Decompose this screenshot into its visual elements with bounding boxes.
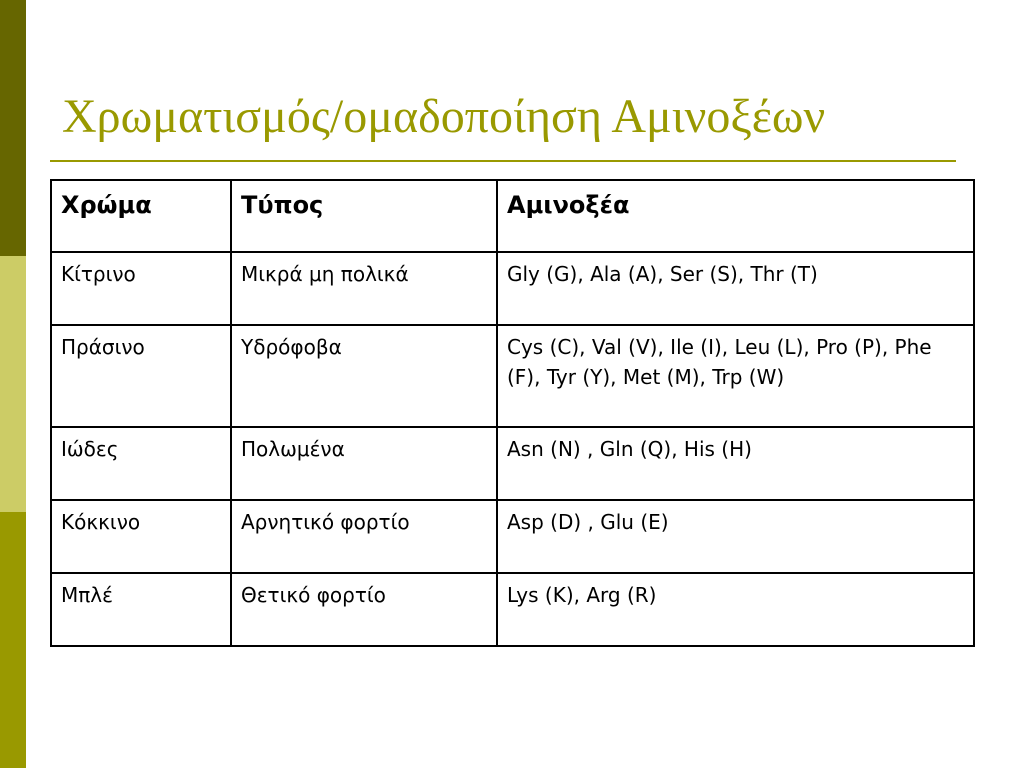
table-row	[51, 500, 974, 573]
header-color: Χρώμα	[51, 180, 231, 252]
cell-color: Πράσινο	[51, 325, 231, 427]
table-header-row	[51, 180, 974, 252]
cell-amino-acids: Asp (D) , Glu (E)	[497, 500, 974, 573]
cell-amino-acids: Gly (G), Ala (A), Ser (S), Thr (T)	[497, 252, 974, 325]
cell-amino-acids: Cys (C), Val (V), Ile (I), Leu (L), Pro (P), Phe (F), Tyr (Y), Met (M), Trp (W)	[497, 325, 974, 427]
table-row	[51, 427, 974, 500]
cell-amino-acids: Lys (K), Arg (R)	[497, 573, 974, 646]
side-bar-dark-segment	[0, 0, 26, 256]
cell-type: Μικρά μη πολικά	[231, 252, 497, 325]
table-row	[51, 573, 974, 646]
side-bar-olive-segment	[0, 512, 26, 768]
table-row	[51, 252, 974, 325]
table-row	[51, 325, 974, 427]
title-underline	[50, 160, 956, 162]
amino-acid-table	[50, 179, 975, 647]
header-type: Τύπος	[231, 180, 497, 252]
cell-color: Μπλέ	[51, 573, 231, 646]
cell-type: Θετικό φορτίο	[231, 573, 497, 646]
cell-type: Αρνητικό φορτίο	[231, 500, 497, 573]
cell-color: Κόκκινο	[51, 500, 231, 573]
header-amino-acids: Αμινοξέα	[497, 180, 974, 252]
cell-amino-acids: Asn (N) , Gln (Q), His (H)	[497, 427, 974, 500]
cell-color: Ιώδες	[51, 427, 231, 500]
cell-color: Κίτρινο	[51, 252, 231, 325]
cell-type: Υδρόφοβα	[231, 325, 497, 427]
side-bar-light-segment	[0, 256, 26, 512]
cell-type: Πολωμένα	[231, 427, 497, 500]
slide-title: Χρωματισμός/ομαδοποίηση Αμινοξέων	[62, 90, 826, 143]
